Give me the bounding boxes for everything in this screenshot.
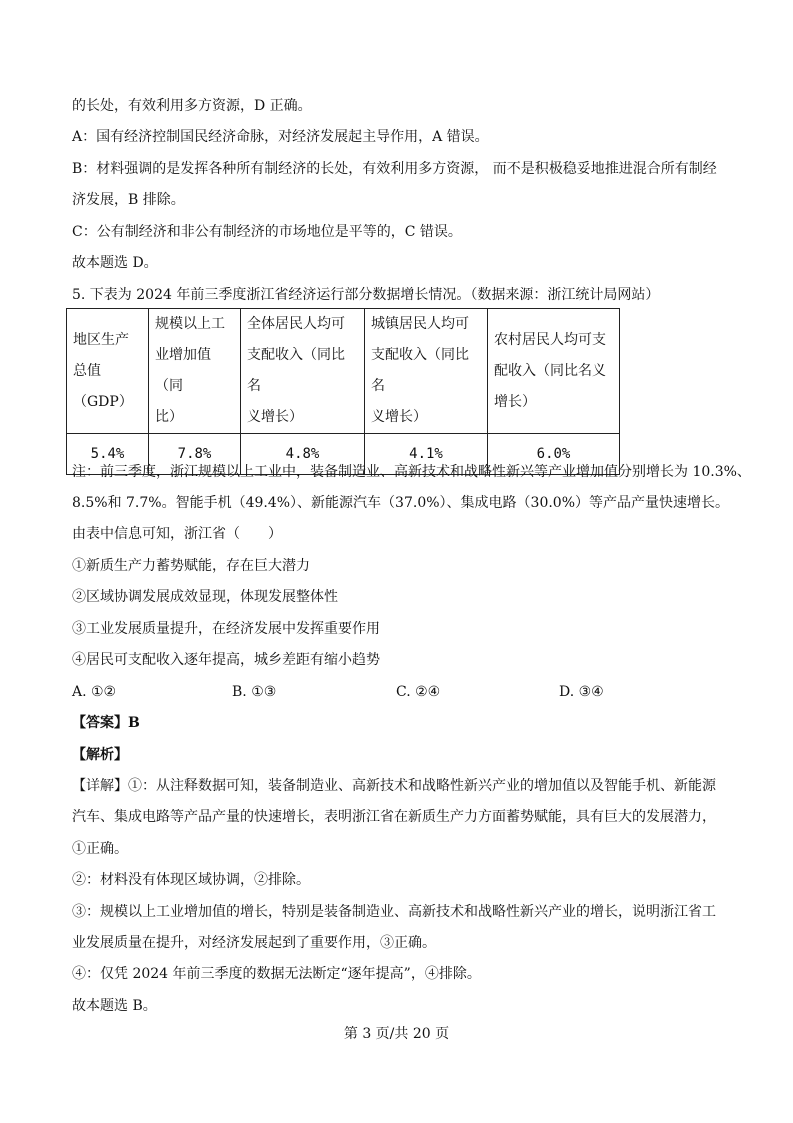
header-urban-income: 城镇居民人均可 支配收入（同比名 义增长） xyxy=(365,309,488,434)
statement-item: ①新质生产力蓄势赋能，存在巨大潜力 xyxy=(72,558,310,574)
table-cell: 4.1% xyxy=(365,434,488,475)
table-cell: 6.0% xyxy=(488,434,620,475)
analysis-line: 业发展质量在提升，对经济发展起到了重要作用，③正确。 xyxy=(72,935,436,951)
option-a: A. ①② xyxy=(72,684,117,700)
economic-data-table xyxy=(66,308,620,475)
text-line: B：材料强调的是发挥各种所有制经济的长处，有效利用多方资源， 而不是积极稳妥地推进混合所有制经 xyxy=(72,161,717,177)
statement-item: ③工业发展质量提升，在经济发展中发挥重要作用 xyxy=(72,621,380,637)
header-gdp: 地区生产 总值（GDP） xyxy=(67,309,149,434)
text-line: A：国有经济控制国民经济命脉，对经济发展起主导作用，A 错误。 xyxy=(72,129,489,145)
statement-item: ④居民可支配收入逐年提高，城乡差距有缩小趋势 xyxy=(72,652,380,668)
analysis-line: 汽车、集成电路等产品产量的快速增长，表明浙江省在新质生产力方面蓄势赋能，具有巨大的发展潜力， xyxy=(72,809,716,825)
text-line: 济发展，B 排除。 xyxy=(72,192,185,208)
question-stem: 由表中信息可知，浙江省（ ） xyxy=(72,526,282,542)
table-cell: 7.8% xyxy=(149,434,241,475)
table-note: 注：前三季度，浙江规模以上工业中，装备制造业、高新技术和战略性新兴等产业增加值分别增长为 10.3%、 xyxy=(72,464,751,480)
text-line: C：公有制经济和非公有制经济的市场地位是平等的，C 错误。 xyxy=(72,224,462,240)
question-title: 5. 下表为 2024 年前三季度浙江省经济运行部分数据增长情况。（数据来源：浙江统计局网站） xyxy=(72,287,660,303)
analysis-line: ②：材料没有体现区域协调，②排除。 xyxy=(72,872,310,888)
page-footer: 第 3 页/共 20 页 xyxy=(343,1026,450,1042)
analysis-line: 【详解】①：从注释数据可知，装备制造业、高新技术和战略性新兴产业的增加值以及智能手机、新能源 xyxy=(72,778,716,794)
option-d: D. ③④ xyxy=(559,684,604,700)
analysis-label: 【解析】 xyxy=(72,747,128,763)
text-line: 的长处，有效利用多方资源，D 正确。 xyxy=(72,98,312,114)
statement-item: ②区域协调发展成效显现，体现发展整体性 xyxy=(72,589,338,605)
analysis-line: ③：规模以上工业增加值的增长，特别是装备制造业、高新技术和战略性新兴产业的增长，说明浙江省工 xyxy=(72,904,716,920)
option-b: B. ①③ xyxy=(232,684,277,700)
table-note: 8.5%和 7.7%。智能手机（49.4%）、新能源汽车（37.0%）、集成电路（30.0%）等产品产量快速增长。 xyxy=(72,495,730,511)
table-cell: 4.8% xyxy=(241,434,365,475)
header-all-residents-income: 全体居民人均可 支配收入（同比名 义增长） xyxy=(241,309,365,434)
text-line: 故本题选 D。 xyxy=(72,255,158,271)
analysis-line: 故本题选 B。 xyxy=(72,998,157,1014)
table-cell: 5.4% xyxy=(67,434,149,475)
analysis-line: ④：仅凭 2024 年前三季度的数据无法断定“逐年提高”，④排除。 xyxy=(72,966,481,982)
answer-label: 【答案】B xyxy=(72,715,140,731)
header-rural-income: 农村居民人均可支 配收入（同比名义 增长） xyxy=(488,309,620,434)
analysis-line: ①正确。 xyxy=(72,841,128,857)
option-c: C. ②④ xyxy=(396,684,441,700)
header-industrial-value: 规模以上工 业增加值（同 比） xyxy=(149,309,241,434)
table-header-row xyxy=(67,309,620,434)
